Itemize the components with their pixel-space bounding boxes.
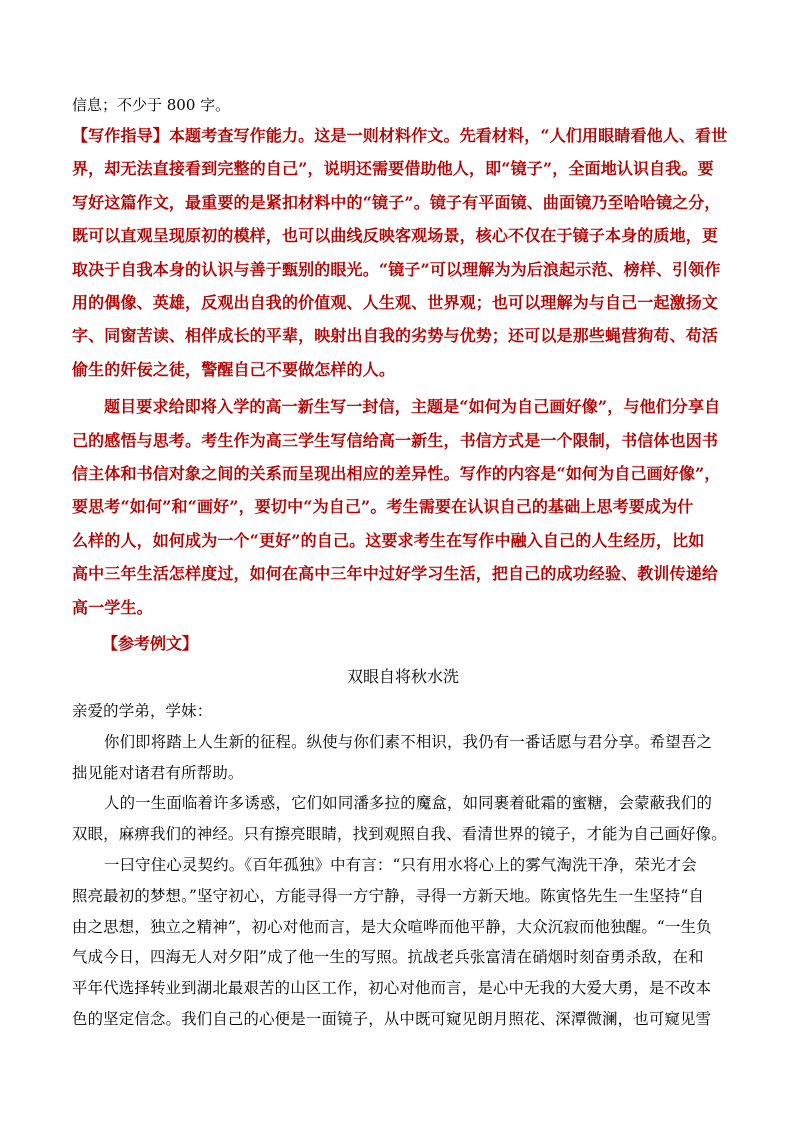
document-page <box>72 92 728 1035</box>
guide-line: 高一学生。 <box>72 597 153 617</box>
guide-line: 高中三年生活怎样度过，如何在高中三年中过好学习生活，把自己的成功经验、教训传递给 <box>72 564 719 584</box>
essay-line: 平年代选择转业到湖北最艰苦的山区工作，初心对他而言，是心中无我的大爱大勇，是不改本 <box>72 979 712 998</box>
essay-line: 气成今日，四海无人对夕阳”成了他一生的写照。抗战老兵张富清在硝烟时刻奋勇杀敌，在和 <box>72 948 704 967</box>
guide-text: 本题考查写作能力。这是一则材料作文。先看材料，“人们用眼睛看他人、看世 <box>168 126 728 145</box>
essay-line: 一曰守住心灵契约。《百年孤独》中有言：“只有用水将心上的雾气淘洗干净，荣光才会 <box>104 855 697 874</box>
guide-line: 题目要求给即将入学的高一新生写一封信，主题是“如何为自己画好像”，与他们分享自 <box>104 397 721 417</box>
guide-line: 偷生的奸佞之徒，警醒自己不要做怎样的人。 <box>72 359 396 379</box>
guide-line: 要思考“如何”和“画好”，要切中“为自己”。考生需要在认识自己的基础上思考要成为什 <box>72 497 694 517</box>
writing-guide-para-2 <box>72 390 724 624</box>
guide-line: 写好这篇作文，最重要的是紧扣材料中的“镜子”。镜子有平面镜、曲面镜乃至哈哈镜之分， <box>72 192 721 212</box>
essay-line: 双眼，麻痹我们的神经。只有擦亮眼睛，找到观照自我、看清世界的镜子，才能为自己画好像。 <box>72 825 727 844</box>
guide-line: 信主体和书信对象之间的关系而呈现出相应的差异性。写作的内容是“如何为自己画好像”， <box>72 463 721 483</box>
guide-line: 己的感悟与思考。考生作为高三学生写信给高一新生，书信方式是一个限制，书信体也因书 <box>72 430 719 450</box>
essay-salutation: 亲爱的学弟，学妹： <box>72 701 213 720</box>
essay-line: 你们即将踏上人生新的征程。纵使与你们素不相识，我仍有一番话愿与君分享。希望吾之 <box>104 732 713 751</box>
guide-line: 取决于自我本身的认识与善于甄别的眼光。“镜子”可以理解为为后浪起示范、榜样、引领作 <box>72 259 721 279</box>
essay-para-1 <box>72 727 724 789</box>
guide-line: 界，却无法直接看到完整的自己”，说明还需要借助他人，即“镜子”，全面地认识自我。要 <box>72 159 714 179</box>
essay-line: 拙见能对诸君有所帮助。 <box>72 763 244 782</box>
essay-para-3 <box>72 850 724 1035</box>
essay-line: 色的坚定信念。我们自己的心便是一面镜子，从中既可窥见朗月照花、深潭微澜，也可窥见雪 <box>72 1009 712 1028</box>
essay-line: 照亮最初的梦想。”坚守初心，方能寻得一方宁静，寻得一方新天地。陈寅恪先生一生坚持“自 <box>72 886 705 905</box>
guide-line: 用的偶像、英雄，反观出自我的价值观、人生观、世界观；也可以理解为与自己一起激扬文 <box>72 293 719 313</box>
guide-line: 么样的人，如何成为一个“更好”的自己。这要求考生在写作中融入自己的人生经历，比如 <box>72 530 705 550</box>
essay-para-2 <box>72 788 727 850</box>
guide-line: 字、同窗苦读、相伴成长的平辈，映射出自我的劣势与优势；还可以是那些蝇营狗苟、苟活 <box>72 326 719 346</box>
reference-essay-label: 【参考例文】 <box>102 633 199 653</box>
guide-line <box>72 119 728 152</box>
guide-line: 既可以直观呈现原初的模样，也可以曲线反映客观场景，核心不仅在于镜子本身的质地，更 <box>72 226 719 246</box>
essay-line: 人的一生面临着许多诱惑，它们如同潘多拉的魔盒，如同裹着砒霜的蜜糖，会蒙蔽我们的 <box>104 794 713 813</box>
essay-title: 双眼自将秋水洗 <box>346 666 459 686</box>
guide-label: 【写作指导】 <box>72 126 169 145</box>
writing-guide-para-1 <box>72 119 728 386</box>
intro-line: 信息；不少于 800 字。 <box>72 96 231 114</box>
essay-line: 由之思想，独立之精神”，初心对他而言，是大众喧哗而他平静，大众沉寂而他独醒。“一生负 <box>72 917 712 936</box>
